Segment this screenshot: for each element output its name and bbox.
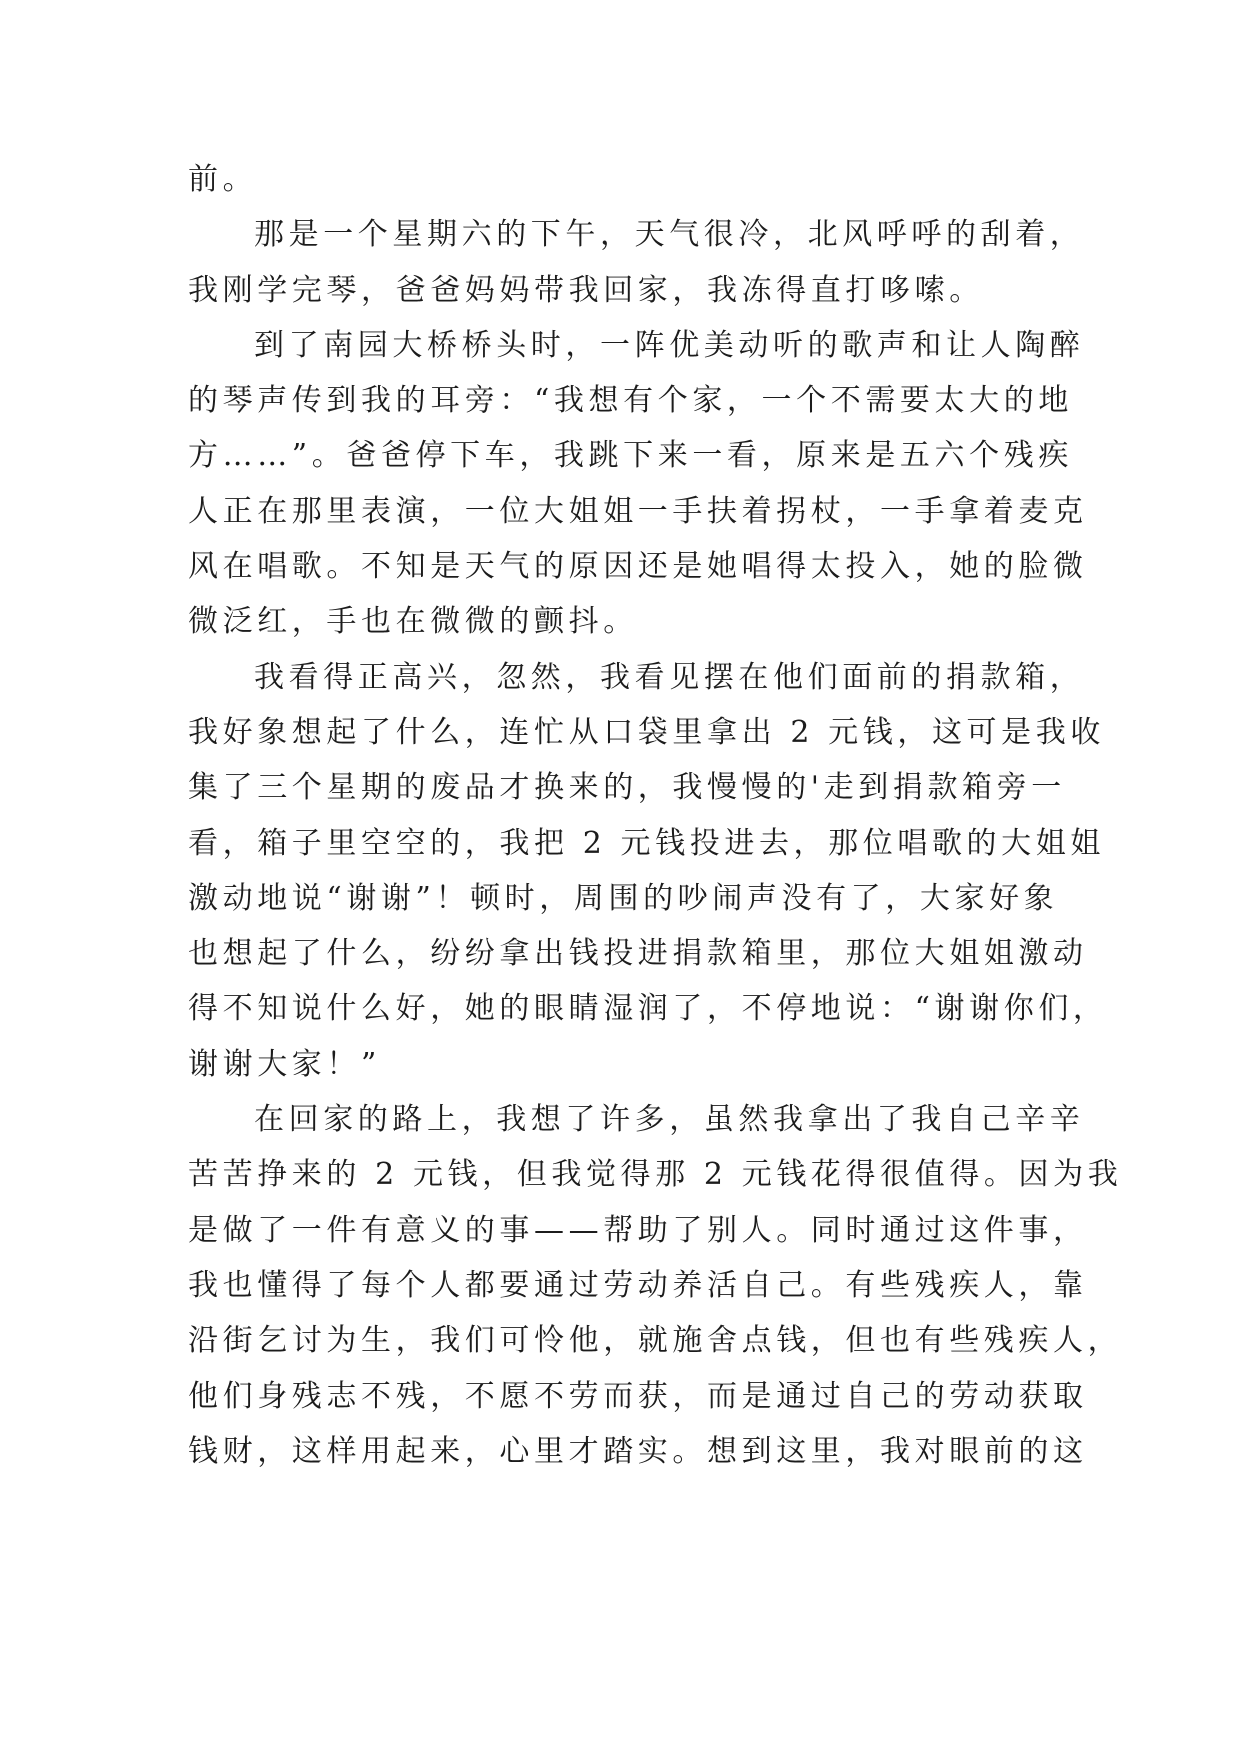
text-line: 是做了一件有意义的事——帮助了别人。同时通过这件事， bbox=[188, 1212, 1088, 1248]
text-line: 方……”。爸爸停下车，我跳下来一看，原来是五六个残疾 bbox=[188, 438, 1073, 474]
text-line: 我看得正高兴，忽然，我看见摆在他们面前的捐款箱， bbox=[254, 659, 1085, 695]
text-line: 集了三个星期的废品才换来的，我慢慢的'走到捐款箱旁一 bbox=[188, 770, 1066, 806]
document-body bbox=[188, 152, 1123, 1479]
text-line: 也想起了什么，纷纷拿出钱投进捐款箱里，那位大姐姐激动 bbox=[188, 936, 1088, 972]
text-line: 沿街乞讨为生，我们可怜他，就施舍点钱，但也有些残疾人， bbox=[188, 1323, 1123, 1359]
text-line: 苦苦挣来的 2 元钱，但我觉得那 2 元钱花得很值得。因为我 bbox=[188, 1157, 1123, 1193]
text-line: 谢谢大家！” bbox=[188, 1046, 381, 1082]
text-line: 我刚学完琴，爸爸妈妈带我回家，我冻得直打哆嗦。 bbox=[188, 272, 984, 308]
text-line: 在回家的路上，我想了许多，虽然我拿出了我自己辛辛 bbox=[254, 1102, 1085, 1138]
text-line: 我好象想起了什么，连忙从口袋里拿出 2 元钱，这可是我收 bbox=[188, 714, 1105, 750]
text-line: 激动地说“谢谢”！顿时，周围的吵闹声没有了，大家好象 bbox=[188, 880, 1059, 916]
text-line: 钱财，这样用起来，心里才踏实。想到这里，我对眼前的这 bbox=[188, 1433, 1088, 1469]
text-line: 我也懂得了每个人都要通过劳动养活自己。有些残疾人，靠 bbox=[188, 1267, 1088, 1303]
text-line: 人正在那里表演，一位大姐姐一手扶着拐杖，一手拿着麦克 bbox=[188, 493, 1088, 529]
text-line: 到了南园大桥桥头时，一阵优美动听的歌声和让人陶醉 bbox=[254, 327, 1085, 363]
text-line: 微泛红，手也在微微的颤抖。 bbox=[188, 604, 638, 640]
text-line: 前。 bbox=[188, 162, 258, 197]
text-line: 那是一个星期六的下午，天气很冷，北风呼呼的刮着， bbox=[254, 217, 1085, 253]
text-line: 的琴声传到我的耳旁：“我想有个家，一个不需要太大的地 bbox=[188, 383, 1073, 419]
text-line: 看，箱子里空空的，我把 2 元钱投进去，那位唱歌的大姐姐 bbox=[188, 825, 1105, 861]
text-line: 他们身残志不残，不愿不劳而获，而是通过自己的劳动获取 bbox=[188, 1378, 1088, 1414]
text-line: 得不知说什么好，她的眼睛湿润了，不停地说：“谢谢你们， bbox=[188, 991, 1108, 1027]
text-line: 风在唱歌。不知是天气的原因还是她唱得太投入，她的脸微 bbox=[188, 549, 1088, 585]
